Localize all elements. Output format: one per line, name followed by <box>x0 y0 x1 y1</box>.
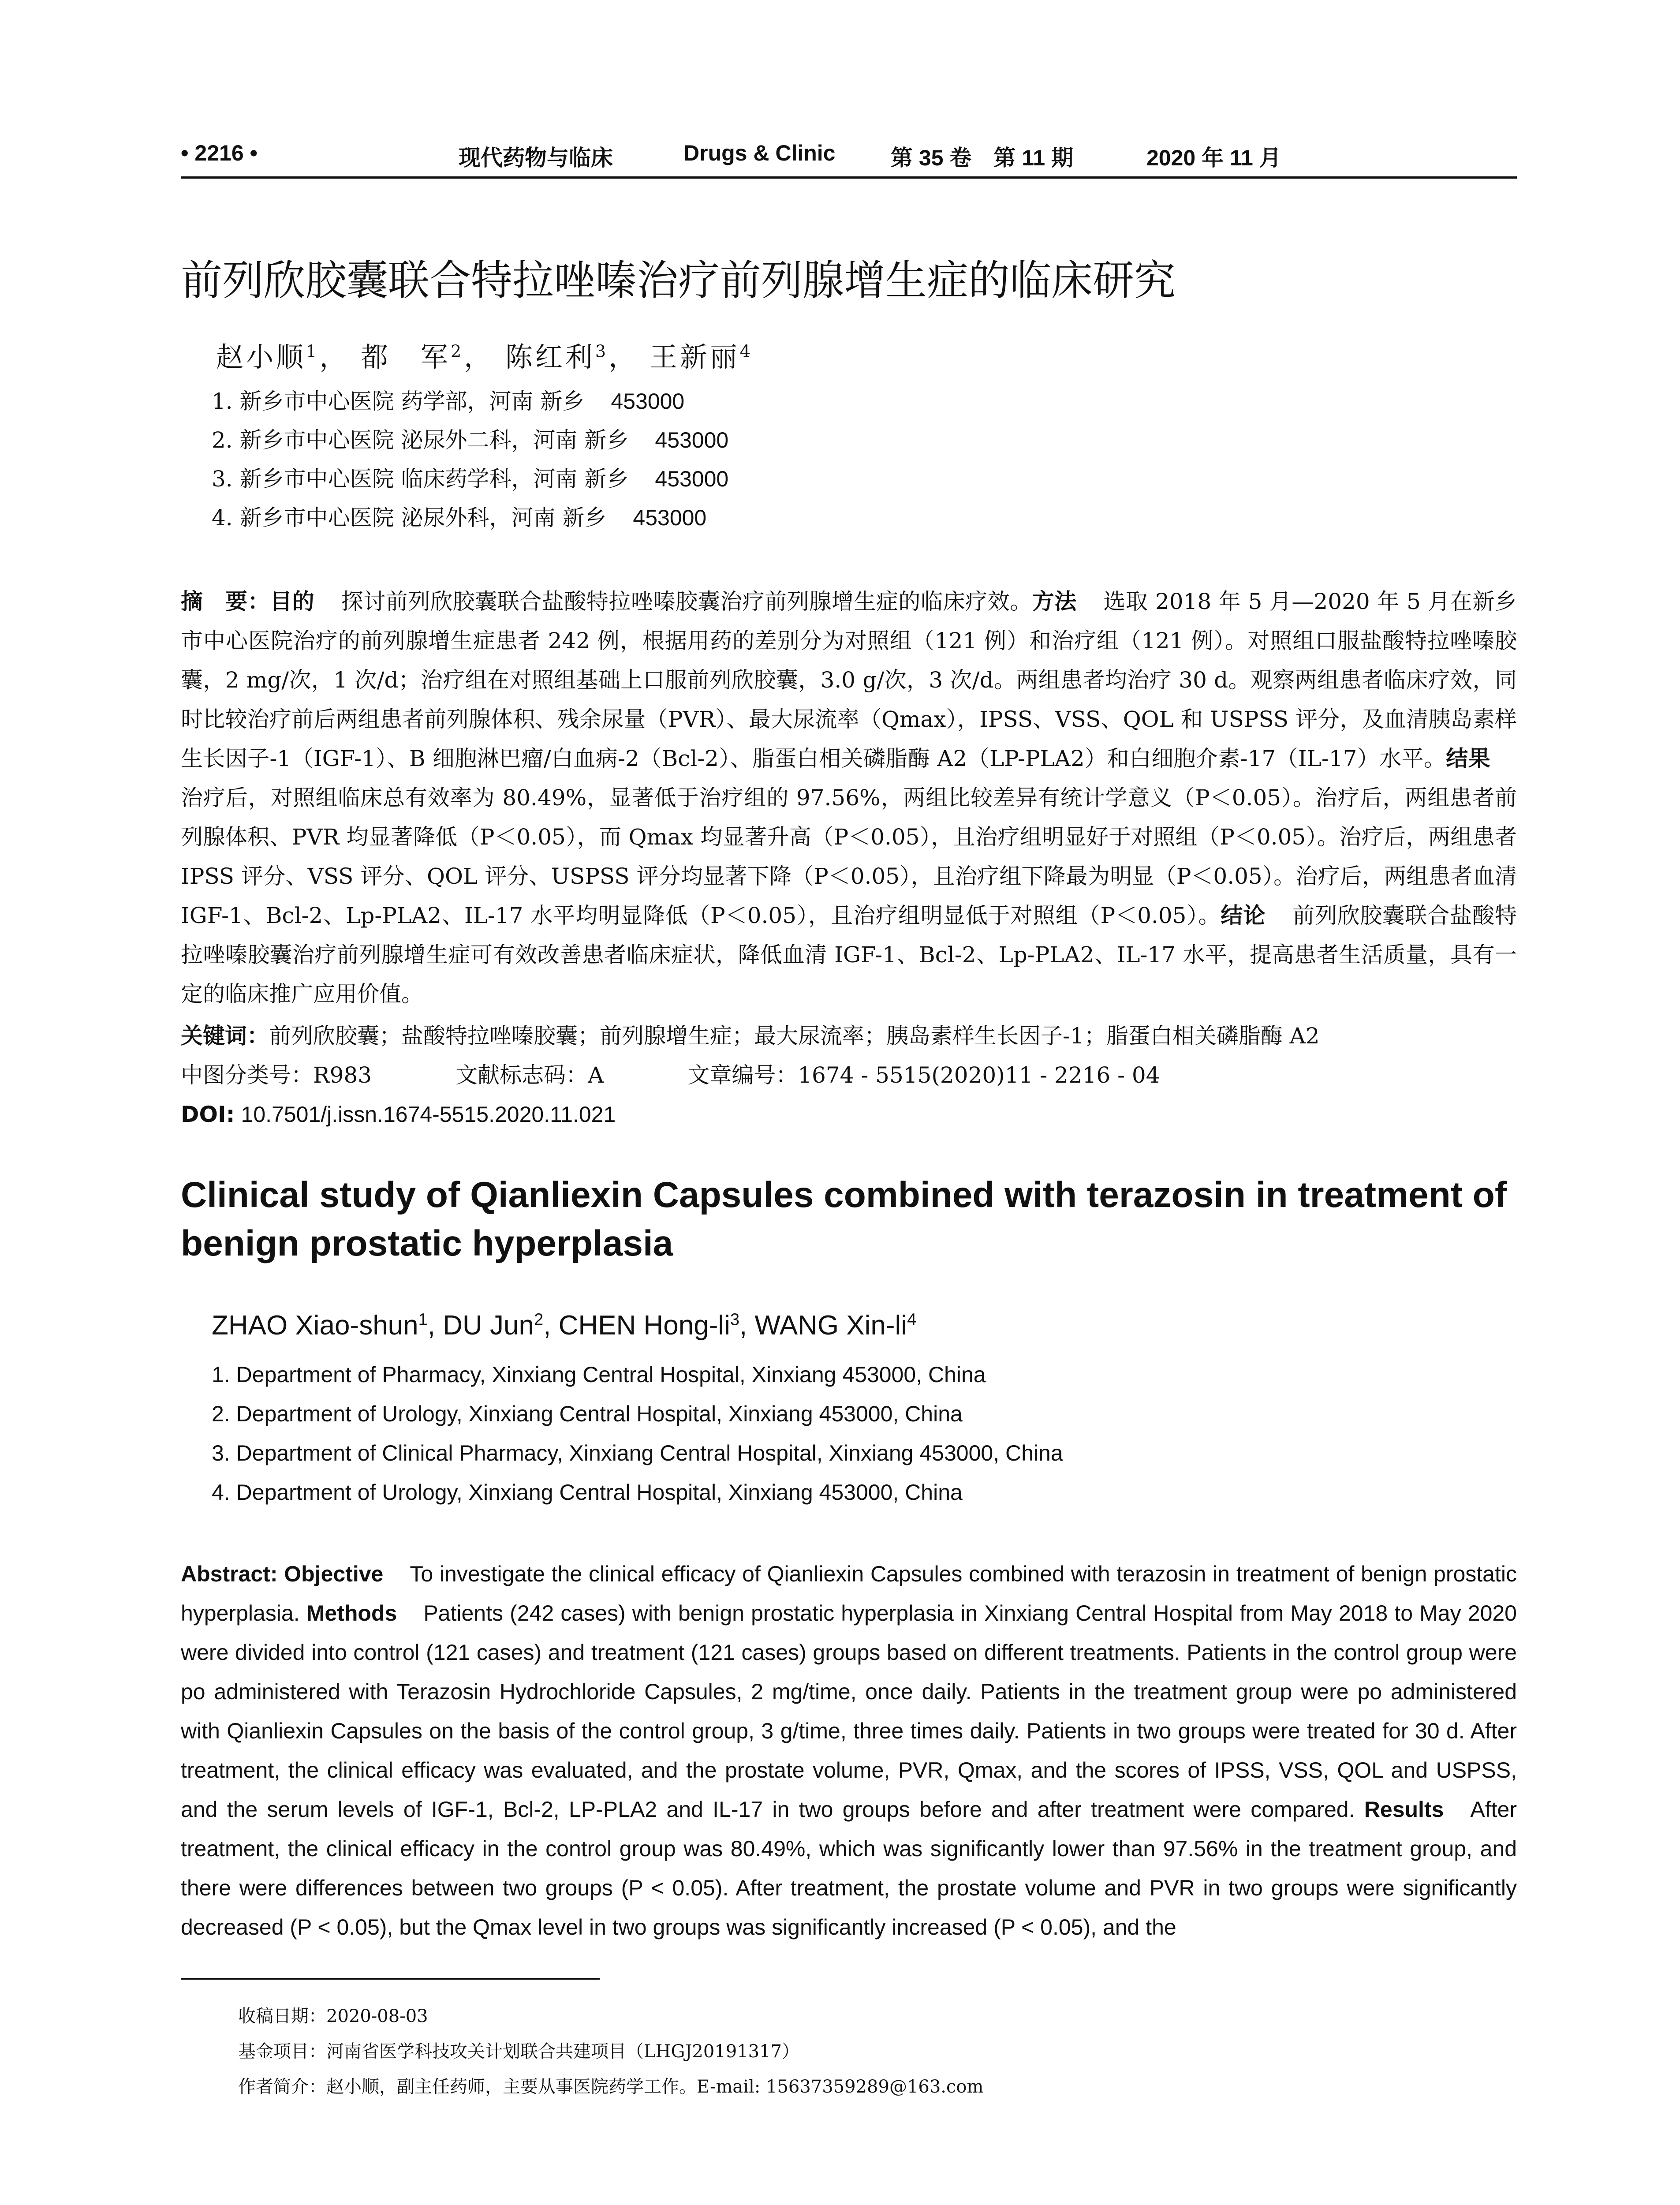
volume-issue: 第 35 卷 第 11 期 <box>891 146 1074 170</box>
postal-code: 453000 <box>633 505 707 530</box>
keywords-text: 前列欣胶囊；盐酸特拉唑嗪胶囊；前列腺增生症；最大尿流率；胰岛素样生长因子-1；脂蛋白相关磷脂酶 A2 <box>269 1023 1320 1049</box>
results-label: 结果 <box>1446 746 1490 771</box>
classification-line <box>181 1056 1517 1095</box>
affiliation-en: 4. Department of Urology, Xinxiang Central Hospital, Xinxiang 453000, China <box>212 1480 963 1505</box>
doi-label: DOI: <box>181 1102 235 1127</box>
affiliation-cn <box>212 461 728 493</box>
affiliation-cn <box>212 384 684 415</box>
running-header <box>181 140 1517 171</box>
title-en: Clinical study of Qianliexin Capsules combined with terazosin in treatment of benign prostatic hyperplasia <box>181 1175 1507 1263</box>
affiliation-cn <box>212 422 728 454</box>
results-text-en: After treatment, the clinical efficacy in the control group was 80.49%, which was significantly lower than 97.56% in the treatment group, and there were differences between two groups (P < 0.05). After treatment, the prostate volume and PVR in two groups were significantly decreased (P < 0.05), but the Qmax level in two groups was significantly increased (P < 0.05), and the <box>181 1797 1517 1940</box>
conclusion-label: 结论 <box>1221 903 1266 928</box>
authors-cn: 赵小顺$^1$， 都 军$^2$， 陈红利$^3$， 王新丽$^4$ <box>216 341 753 373</box>
journal-name-en: Drugs & Clinic <box>683 141 836 165</box>
abstract-label: 摘 要： <box>181 589 270 614</box>
affiliation-text: 2. 新乡市中心医院 泌尿外二科，河南 新乡 <box>212 427 629 453</box>
doi-link[interactable]: 10.7501/j.issn.1674-5515.2020.11.021 <box>241 1102 616 1127</box>
keywords-cn <box>181 1017 1517 1056</box>
publication-date: 2020 年 11 月 <box>1146 146 1281 170</box>
affiliation-text: 1. 新乡市中心医院 药学部，河南 新乡 <box>212 389 585 414</box>
methods-text: 选取 2018 年 5 月—2020 年 5 月在新乡市中心医院治疗的前列腺增生症患者 242 例，根据用药的差别分为对照组（121 例）和治疗组（121 例）。对照组口服盐酸特拉唑嗪胶囊，2 mg/次，1 次/d；治疗组在对照组基础上口服前列欣胶囊，3.0 g/次，3 次/d。两组患者均治疗 30 d。观察两组患者临床疗效，同时比较治疗前后两组患者前列腺体积、残余尿量（PVR）、最大尿流率（Qmax），IPSS、VSS、QOL 和 USPSS 评分，及血清胰岛素样生长因子-1（IGF-1）、B 细胞淋巴瘤/白血病-2（Bcl-2）、脂蛋白相关磷脂酶 A2（LP-PLA2）和白细胞介素-17（IL-17）水平。 <box>181 589 1517 771</box>
results-label-en: Results <box>1364 1797 1444 1822</box>
author-sup: 1 <box>418 1310 428 1329</box>
author-en: WANG Xin-li <box>754 1310 907 1341</box>
abstract-label-en: Abstract: <box>181 1562 278 1586</box>
header-rule <box>181 176 1517 179</box>
objective-label-en: Objective <box>284 1562 384 1586</box>
doi-line <box>181 1095 1517 1134</box>
author-sup: 2 <box>534 1310 544 1329</box>
affiliation-en: 1. Department of Pharmacy, Xinxiang Central Hospital, Xinxiang 453000, China <box>212 1362 986 1387</box>
author-en: ZHAO Xiao-shun <box>212 1310 418 1341</box>
footnote-received: 收稿日期：2020-08-03 <box>238 2006 428 2026</box>
author-en: DU Jun <box>443 1310 534 1341</box>
abstract-en <box>181 1555 1517 1947</box>
author-sup: 1 <box>306 341 320 361</box>
author-sup: 3 <box>595 341 609 361</box>
article-number: 文章编号：1674 - 5515(2020)11 - 2216 - 04 <box>687 1062 1160 1088</box>
author-sup: 3 <box>730 1310 740 1329</box>
footnote-rule <box>181 1978 600 1980</box>
author-cn: 都 军 <box>360 341 451 373</box>
postal-code: 453000 <box>655 428 729 452</box>
document-code: 文献标志码：A <box>455 1062 604 1088</box>
author-cn: 赵小顺 <box>216 341 306 373</box>
affiliation-en: 3. Department of Clinical Pharmacy, Xinxiang Central Hospital, Xinxiang 453000, China <box>212 1441 1063 1465</box>
affiliation-text: 4. 新乡市中心医院 泌尿外科，河南 新乡 <box>212 505 607 531</box>
author-sup: 2 <box>450 341 464 361</box>
author-sup: 4 <box>907 1310 917 1329</box>
keywords-label: 关键词： <box>181 1023 269 1049</box>
objective-text: 探讨前列欣胶囊联合盐酸特拉唑嗪胶囊治疗前列腺增生症的临床疗效。 <box>341 589 1032 614</box>
methods-text-en: Patients (242 cases) with benign prostatic hyperplasia in Xinxiang Central Hospital from May 2018 to May 2020 were divided into control (121 cases) and treatment (121 cases) groups based on different treatments. Patients in the control group were po administered with Terazosin Hydrochloride Capsules, 2 mg/time, once daily. Patients in the treatment group were po administered with Qianliexin Capsules on the basis of the control group, 3 g/time, three times daily. Patients in two groups were treated for 30 d. After treatment, the clinical efficacy was evaluated, and the prostate volume, PVR, Qmax, and the scores of IPSS, VSS, QOL and USPSS, and the serum levels of IGF-1, Bcl-2, LP-PLA2 and IL-17 in two groups before and after treatment were compared. <box>181 1601 1517 1822</box>
objective-text-en: To investigate the clinical efficacy of Qianliexin Capsules combined with terazosin in treatment of benign prostatic hyperplasia. <box>181 1562 1517 1626</box>
results-text: 治疗后，对照组临床总有效率为 80.49%，显著低于治疗组的 97.56%，两组比较差异有统计学意义（P＜0.05）。治疗后，两组患者前列腺体积、PVR 均显著降低（P＜0.05），而 Qmax 均显著升高（P＜0.05），且治疗组明显好于对照组（P＜0.05）。治疗后，两组患者 IPSS 评分、VSS 评分、QOL 评分、USPSS 评分均显著下降（P＜0.05），且治疗组下降最为明显（P＜0.05）。治疗后，两组患者血清 IGF-1、Bcl-2、Lp-PLA2、IL-17 水平均明显降低（P＜0.05），且治疗组明显低于对照组（P＜0.05）。 <box>181 785 1517 928</box>
conclusion-text: 前列欣胶囊联合盐酸特拉唑嗪胶囊治疗前列腺增生症可有效改善患者临床症状，降低血清 IGF-1、Bcl-2、Lp-PLA2、IL-17 水平，提高患者生活质量，具有一定的临床推广应用价值。 <box>181 903 1517 1007</box>
authors-en: ZHAO Xiao-shun$^1$, DU Jun$^2$, CHEN Hong-$li^3$, WANG Xin-$li^4$ <box>212 1310 917 1341</box>
author-cn: 陈红利 <box>505 341 595 373</box>
footnote-funding: 基金项目：河南省医学科技攻关计划联合共建项目（LHGJ20191317） <box>238 2041 800 2062</box>
affiliation-en: 2. Department of Urology, Xinxiang Central Hospital, Xinxiang 453000, China <box>212 1401 963 1426</box>
author-en: CHEN Hong-li <box>558 1310 730 1341</box>
journal-name-cn: 现代药物与临床 <box>459 146 613 170</box>
page-number: • 2216 • <box>181 141 258 165</box>
postal-code: 453000 <box>611 389 685 414</box>
postal-code: 453000 <box>655 467 729 491</box>
methods-label-en: Methods <box>306 1601 397 1626</box>
objective-label: 目的 <box>270 589 315 614</box>
clc-number: 中图分类号：R983 <box>181 1062 372 1088</box>
title-cn: 前列欣胶囊联合特拉唑嗪治疗前列腺增生症的临床研究 <box>181 257 1176 305</box>
affiliation-text: 3. 新乡市中心医院 临床药学科，河南 新乡 <box>212 466 629 492</box>
footnote-author-bio: 作者简介：赵小顺，副主任药师，主要从事医院药学工作。E-mail: 15637359289@163.com <box>238 2077 984 2097</box>
author-sup: 4 <box>739 341 753 361</box>
abstract-cn <box>181 582 1517 1014</box>
author-cn: 王新丽 <box>650 341 740 373</box>
affiliation-cn <box>212 500 706 532</box>
methods-label: 方法 <box>1032 589 1077 614</box>
